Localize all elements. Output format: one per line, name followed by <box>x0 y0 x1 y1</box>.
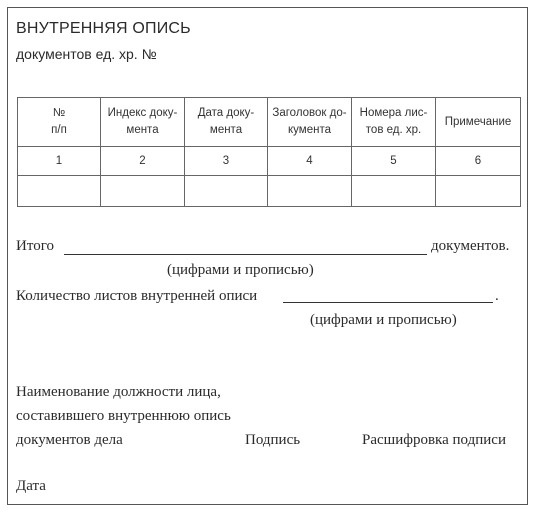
column-header-number: № п/п <box>18 98 101 147</box>
form-title: ВНУТРЕННЯЯ ОПИСЬ <box>16 20 191 37</box>
date-label: Дата <box>16 478 46 494</box>
itogo-fill-line <box>64 254 427 255</box>
table-header-row <box>18 98 521 147</box>
sheets-fill-line <box>283 302 493 303</box>
sheets-suffix: . <box>495 288 499 304</box>
itogo-suffix: документов. <box>431 238 510 254</box>
column-number-row <box>18 147 521 176</box>
signature-label: Подпись <box>245 432 301 448</box>
table-cell: 1 <box>18 147 101 176</box>
table-cell: 4 <box>268 147 352 176</box>
decoding-label: Расшифровка подписи <box>362 432 506 448</box>
table-cell <box>352 176 436 207</box>
position-line-1: Наименование должности лица, <box>16 384 221 400</box>
position-line-3: документов дела <box>16 432 123 448</box>
itogo-hint: (цифрами и прописью) <box>167 262 314 278</box>
column-header-title: Заголовок до- кумента <box>268 98 352 147</box>
column-header-index: Индекс доку- мента <box>101 98 185 147</box>
table-cell <box>185 176 268 207</box>
table-cell: 2 <box>101 147 185 176</box>
column-header-sheets: Номера лис- тов ед. хр. <box>352 98 436 147</box>
form-subtitle: документов ед. хр. № <box>16 46 157 62</box>
inventory-table <box>17 97 521 207</box>
table-cell: 3 <box>185 147 268 176</box>
column-header-note: Примечание <box>436 98 521 147</box>
sheets-label: Количество листов внутренней описи <box>16 288 258 304</box>
table-cell: 5 <box>352 147 436 176</box>
table-cell: 6 <box>436 147 521 176</box>
itogo-label: Итого <box>16 238 54 254</box>
table-cell <box>101 176 185 207</box>
form-frame <box>7 7 528 505</box>
table-cell <box>436 176 521 207</box>
position-line-2: составившего внутреннюю опись <box>16 408 231 424</box>
sheets-hint: (цифрами и прописью) <box>310 312 457 328</box>
table-cell <box>268 176 352 207</box>
column-header-date: Дата доку- мента <box>185 98 268 147</box>
table-cell <box>18 176 101 207</box>
table-row <box>18 176 521 207</box>
